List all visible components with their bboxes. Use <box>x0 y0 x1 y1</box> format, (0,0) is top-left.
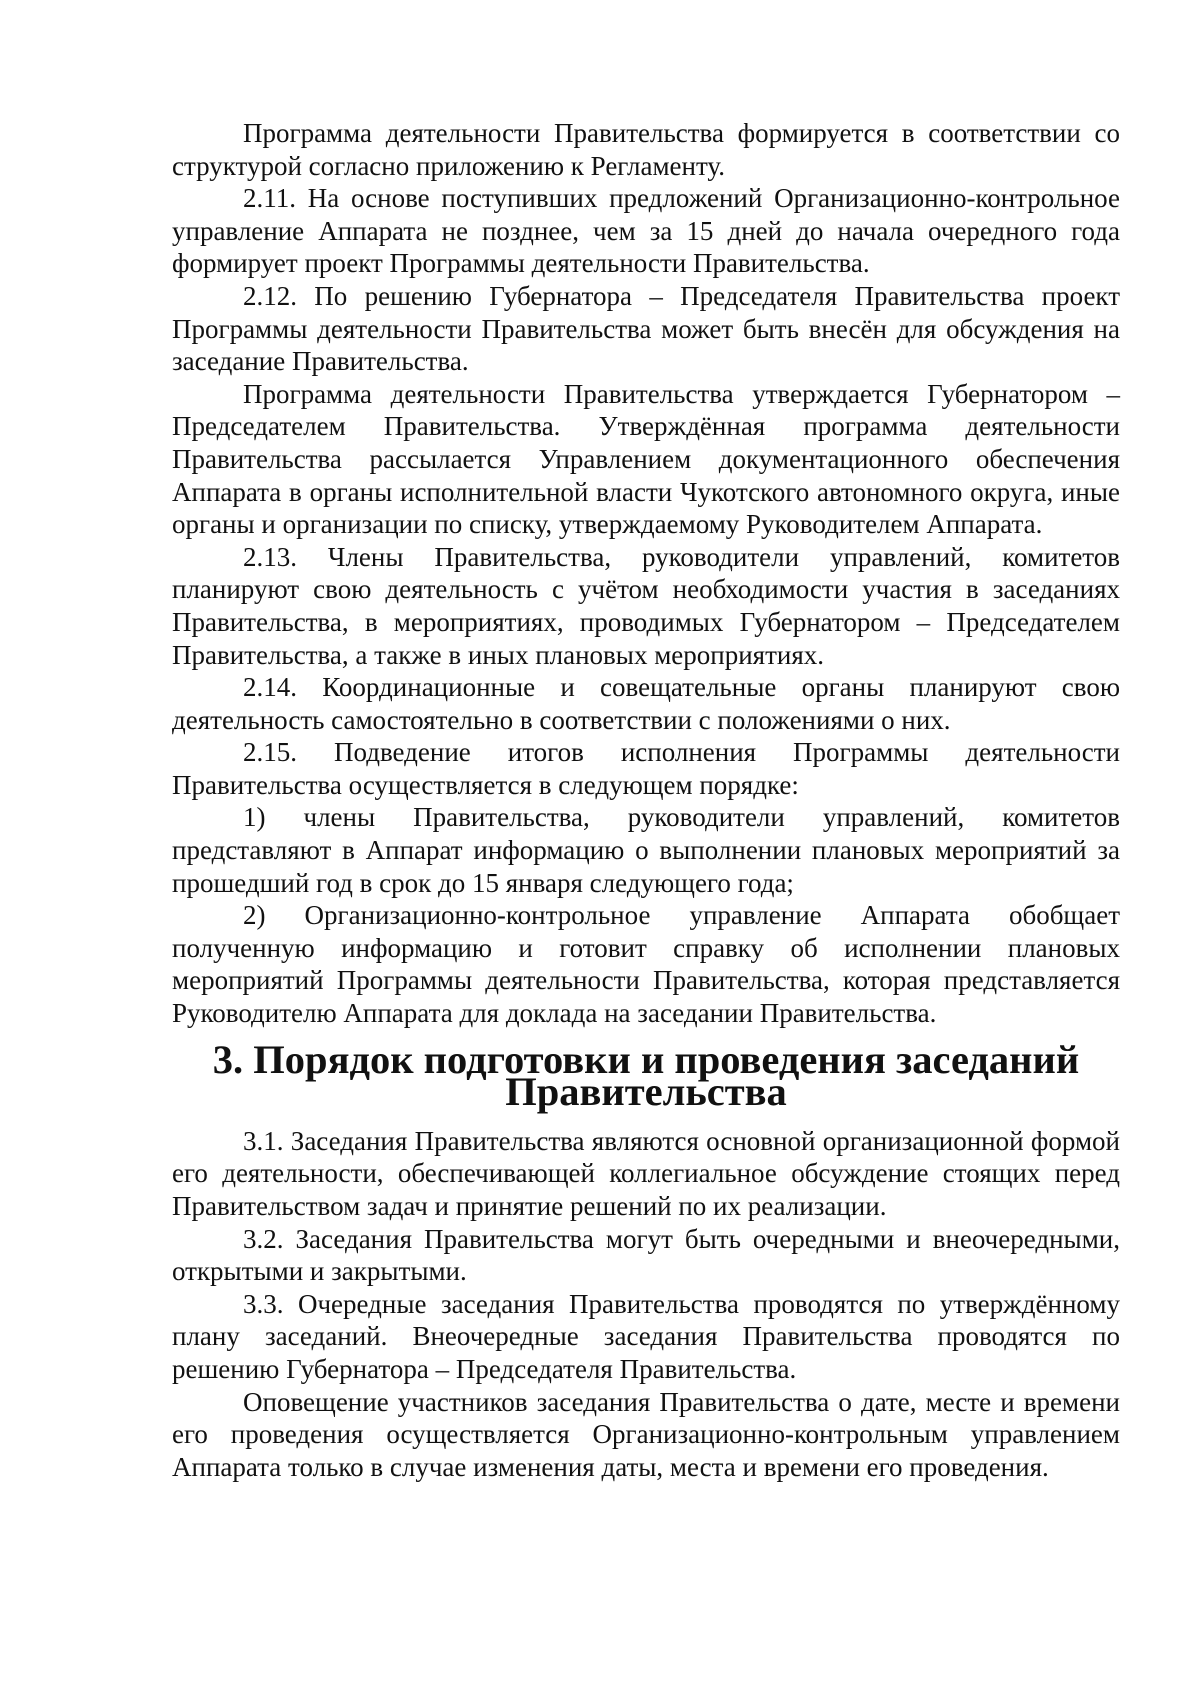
paragraph-2-15: 2.15. Подведение итогов исполнения Программы деятельности Правительства осуществляется в следующем порядке: <box>172 737 1120 800</box>
document-page <box>172 117 1120 1483</box>
paragraph-program-structure: Программа деятельности Правительства формируется в соответствии со структурой согласно приложению к Регламенту. <box>172 118 1120 181</box>
paragraph-notification: Оповещение участников заседания Правительства о дате, месте и времени его проведения осуществляется Организационно-контрольным управлением Аппарата только в случае изменения даты, места и времени его проведения. <box>172 1386 1120 1482</box>
paragraph-3-1: 3.1. Заседания Правительства являются основной организационной формой его деятельности, обеспечивающей коллегиальное обсуждение стоящих перед Правительством задач и принятие решений по их реализации. <box>172 1125 1120 1221</box>
list-item-1: 1) члены Правительства, руководители управлений, комитетов представляют в Аппарат информацию о выполнении плановых мероприятий за прошедший год в срок до 15 января следующего года; <box>172 802 1120 898</box>
paragraph-3-2: 3.2. Заседания Правительства могут быть очередными и внеочередными, открытыми и закрытыми. <box>172 1223 1120 1287</box>
paragraph-2-11: 2.11. На основе поступивших предложений Организационно-контрольное управление Аппарата не позднее, чем за 15 дней до начала очередного года формирует проект Программы деятельности Правительства. <box>172 183 1120 279</box>
list-item-2: 2) Организационно-контрольное управление Аппарата обобщает полученную информацию и готовит справку об исполнении плановых мероприятий Программы деятельности Правительства, которая представляется Руководителю Аппарата для доклада на заседании Правительства. <box>172 900 1120 1029</box>
section-heading-3: 3. Порядок подготовки и проведения заседаний Правительства <box>212 1036 1080 1115</box>
paragraph-3-3: 3.3. Очередные заседания Правительства проводятся по утверждённому плану заседаний. Внеочередные заседания Правительства проводятся по решению Губернатора – Председателя Правительства. <box>172 1288 1120 1384</box>
paragraph-2-14: 2.14. Координационные и совещательные органы планируют свою деятельность самостоятельно в соответствии с положениями о них. <box>172 672 1120 735</box>
paragraph-2-13: 2.13. Члены Правительства, руководители управлений, комитетов планируют свою деятельность с учётом необходимости участия в заседаниях Правительства, в мероприятиях, проводимых Губернатором – Председателем Правительства, а также в иных плановых мероприятиях. <box>172 541 1120 670</box>
paragraph-2-12: 2.12. По решению Губернатора – Председателя Правительства проект Программы деятельности Правительства может быть внесён для обсуждения на заседание Правительства. <box>172 280 1120 377</box>
paragraph-program-approval: Программа деятельности Правительства утверждается Губернатором – Председателем Правительства. Утверждённая программа деятельности Правительства рассылается Управлением документационного обеспечения Аппарата в органы исполнительной власти Чукотского автономного округа, иные органы и организации по списку, утверждаемому Руководителем Аппарата. <box>172 378 1120 540</box>
